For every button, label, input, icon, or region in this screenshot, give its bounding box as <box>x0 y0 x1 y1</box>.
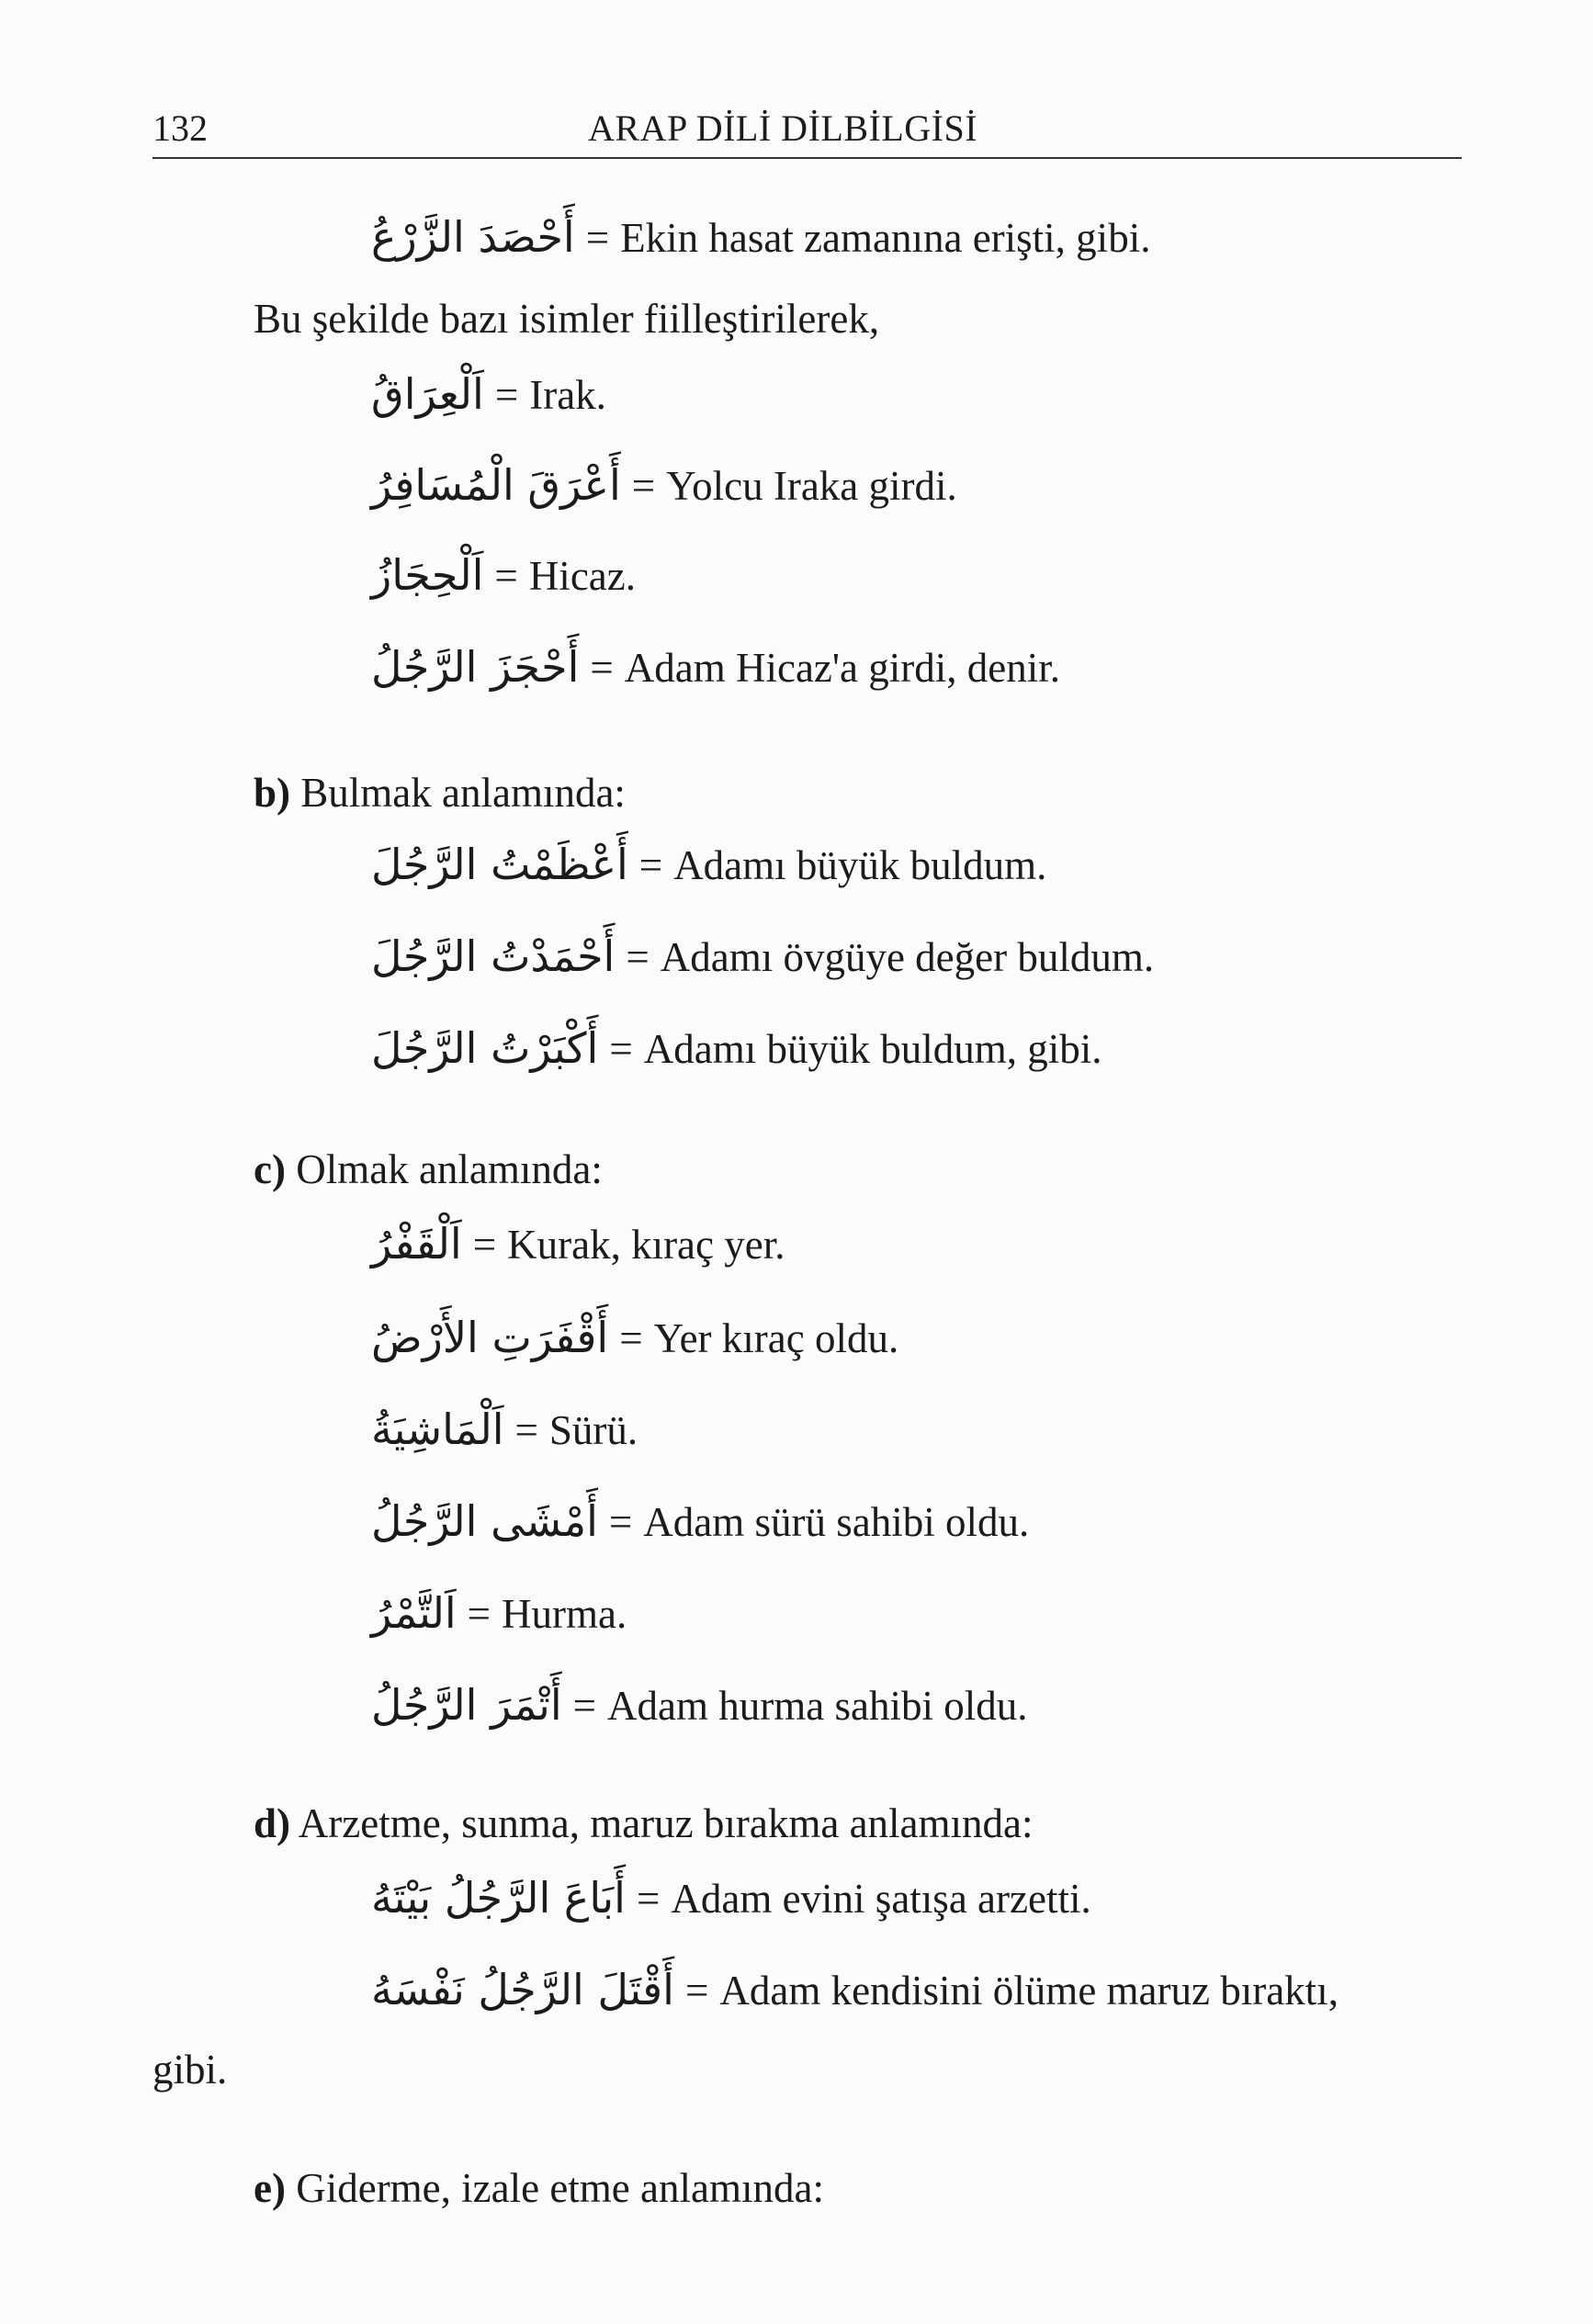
section-letter: e) <box>254 2165 286 2211</box>
example-line: أَبَاعَ الرَّجُلُ بَيْتَهُ = Adam evini şatışa arzetti. <box>371 1873 1091 1923</box>
arabic-term: اَلْمَاشِيَةُ <box>371 1405 504 1454</box>
arabic-term: أَكْبَرْتُ الرَّجُلَ <box>371 1023 599 1073</box>
section-letter: d) <box>254 1800 291 1846</box>
translation: Sürü. <box>548 1407 638 1453</box>
translation: Adamı övgüye değer buldum. <box>660 934 1155 980</box>
arabic-term: أَحْصَدَ الزَّرْعُ <box>371 212 575 262</box>
arabic-term: أَعْظَمْتُ الرَّجُلَ <box>371 840 628 889</box>
example-line: أَتْمَرَ الرَّجُلُ = Adam hurma sahibi oldu. <box>371 1680 1028 1730</box>
translation: Hurma. <box>502 1591 627 1637</box>
example-line: أَحْصَدَ الزَّرْعُ = Ekin hasat zamanına erişti, gibi. <box>371 212 1151 262</box>
example-line: أَمْشَى الرَّجُلُ = Adam sürü sahibi oldu. <box>371 1496 1030 1546</box>
arabic-term: أَتْمَرَ الرَّجُلُ <box>371 1680 562 1730</box>
arabic-term: أَقْفَرَتِ الأَرْضُ <box>371 1313 609 1362</box>
translation: Hicaz. <box>528 553 636 599</box>
example-line: اَلْعِرَاقُ = Irak. <box>371 369 606 419</box>
section-e-heading <box>254 2165 824 2213</box>
section-b-heading <box>254 770 626 818</box>
arabic-term: أَحْمَدْتُ الرَّجُلَ <box>371 931 616 981</box>
arabic-term: اَلْقَفْرُ <box>371 1219 462 1269</box>
page-number: 132 <box>153 107 208 149</box>
example-line: اَلْحِجَازُ = Hicaz. <box>371 550 636 600</box>
header-rule <box>153 157 1462 159</box>
translation: Adam kendisini ölüme maruz bıraktı, <box>719 1968 1339 2014</box>
continuation-text: gibi. <box>153 2047 228 2093</box>
arabic-term: أَحْجَزَ الرَّجُلُ <box>371 642 580 692</box>
section-title: Arzetme, sunma, maruz bırakma anlamında: <box>298 1800 1034 1846</box>
arabic-term: اَلْحِجَازُ <box>371 550 484 600</box>
translation: Adam Hicaz'a girdi, denir. <box>624 645 1060 691</box>
example-line: أَحْجَزَ الرَّجُلُ = Adam Hicaz'a girdi, denir. <box>371 642 1060 692</box>
translation: Yer kıraç oldu. <box>653 1315 899 1361</box>
example-line: أَعْظَمْتُ الرَّجُلَ = Adamı büyük buldum. <box>371 840 1047 889</box>
arabic-term: اَلتَّمْرُ <box>371 1588 457 1638</box>
running-title: ARAP DİLİ DİLBİLGİSİ <box>588 107 978 149</box>
example-line: اَلْمَاشِيَةُ = Sürü. <box>371 1405 638 1454</box>
example-line: أَكْبَرْتُ الرَّجُلَ = Adamı büyük buldum, gibi. <box>371 1023 1102 1073</box>
section-d-heading <box>254 1800 1034 1848</box>
translation: Irak. <box>529 372 606 418</box>
example-line: أَقْتَلَ الرَّجُلُ نَفْسَهُ = Adam kendisini ölüme maruz bıraktı, <box>371 1965 1339 2014</box>
section-letter: c) <box>254 1146 286 1192</box>
translation: Ekin hasat zamanına erişti, gibi. <box>620 215 1151 261</box>
section-c-heading <box>254 1146 603 1194</box>
example-line: أَعْرَقَ الْمُسَافِرُ = Yolcu Iraka girdi. <box>371 460 957 510</box>
translation: Adamı büyük buldum. <box>673 842 1047 888</box>
translation: Kurak, kıraç yer. <box>507 1222 785 1268</box>
translation: Adam sürü sahibi oldu. <box>643 1499 1030 1545</box>
section-title: Olmak anlamında: <box>296 1146 603 1192</box>
example-line: أَقْفَرَتِ الأَرْضُ = Yer kıraç oldu. <box>371 1313 899 1362</box>
example-line: اَلتَّمْرُ = Hurma. <box>371 1588 627 1638</box>
translation: Adam evini şatışa arzetti. <box>671 1876 1091 1922</box>
section-letter: b) <box>254 770 291 816</box>
example-line: اَلْقَفْرُ = Kurak, kıraç yer. <box>371 1219 785 1269</box>
intro-paragraph: Bu şekilde bazı isimler fiilleştirilerek, <box>254 296 880 342</box>
translation: Adamı büyük buldum, gibi. <box>643 1026 1102 1072</box>
arabic-term: أَعْرَقَ الْمُسَافِرُ <box>371 460 621 510</box>
section-title: Giderme, izale etme anlamında: <box>296 2165 824 2211</box>
arabic-term: أَقْتَلَ الرَّجُلُ نَفْسَهُ <box>371 1965 674 2014</box>
translation: Adam hurma sahibi oldu. <box>607 1683 1028 1729</box>
arabic-term: أَبَاعَ الرَّجُلُ بَيْتَهُ <box>371 1873 626 1923</box>
section-title: Bulmak anlamında: <box>300 770 626 816</box>
example-line: أَحْمَدْتُ الرَّجُلَ = Adamı övgüye değer buldum. <box>371 931 1155 981</box>
arabic-term: أَمْشَى الرَّجُلُ <box>371 1496 598 1546</box>
arabic-term: اَلْعِرَاقُ <box>371 369 484 419</box>
translation: Yolcu Iraka girdi. <box>666 463 957 509</box>
